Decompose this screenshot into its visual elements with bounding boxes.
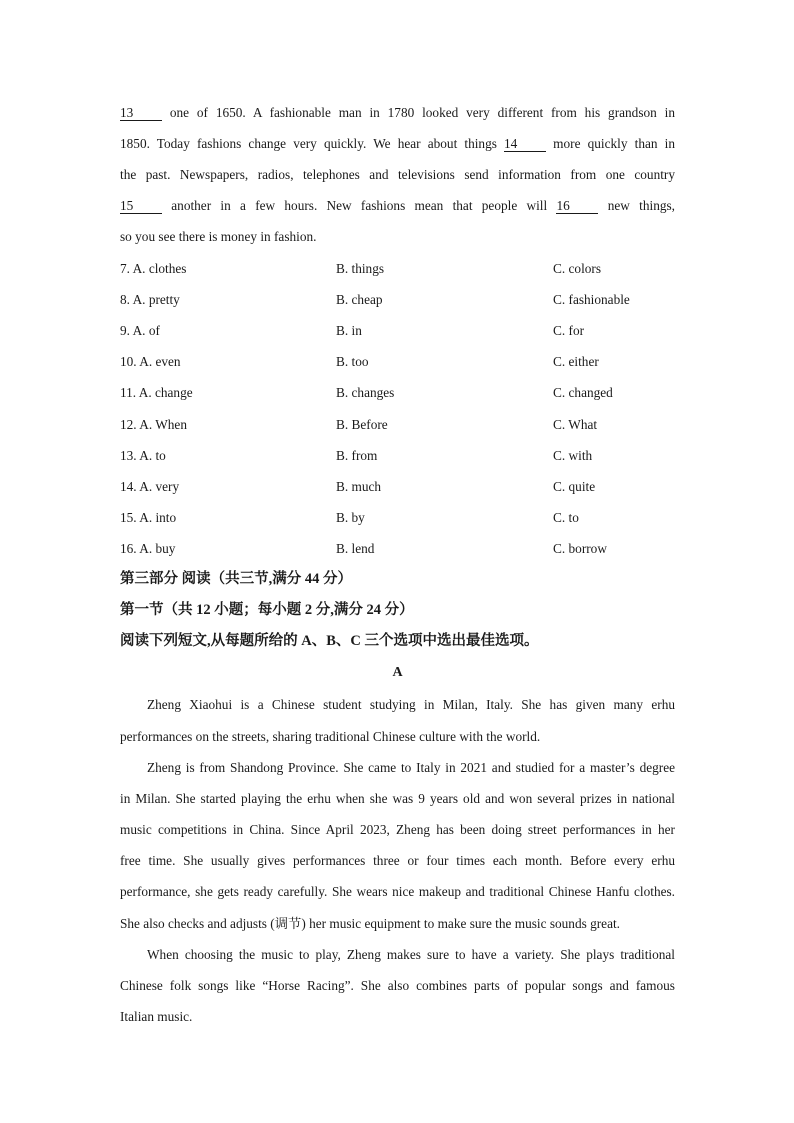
option-c: C. quite (553, 479, 596, 494)
passage-line: so you see there is money in fashion. (120, 229, 317, 244)
instruction-text: 阅读下列短文,从每题所给的 A、B、C 三个选项中选出最佳选项。 (120, 633, 539, 649)
passage-label: A (392, 665, 403, 680)
option-a: 7. A. clothes (120, 261, 187, 276)
option-c: C. borrow (553, 541, 607, 556)
option-a: 15. A. into (120, 510, 177, 525)
option-c: C. either (553, 354, 599, 369)
passage-line: the past. Newspapers, radios, telephones and televisions send information from one country (120, 167, 675, 182)
paragraph-line: Chinese folk songs like “Horse Racing”. She also combines parts of popular songs and famous (120, 978, 675, 993)
paragraph-line: in Milan. She started playing the erhu when she was 9 years old and won several prizes in national (120, 791, 675, 806)
passage-text: 1850. Today fashions change very quickly. We hear about things (120, 136, 505, 151)
option-b: B. changes (336, 385, 395, 400)
passage-text: another in a few hours. New fashions mean that people will (162, 198, 557, 213)
option-c: C. What (553, 417, 598, 432)
passage-text: more quickly than in (546, 136, 675, 151)
paragraph-line: Zheng Xiaohui is a Chinese student studying in Milan, Italy. She has given many erhu (147, 697, 675, 712)
answer-blank: 14 (504, 137, 546, 152)
answer-blank: 13 (120, 106, 162, 121)
passage-text: one of 1650. A fashionable man in 1780 looked very different from his grandson in (162, 105, 675, 120)
option-a: 13. A. to (120, 448, 166, 463)
option-a: 11. A. change (120, 385, 193, 400)
option-c: C. with (553, 448, 593, 463)
option-a: 9. A. of (120, 323, 160, 338)
paragraph-line: She also checks and adjusts (调节) her music equipment to make sure the music sounds great. (120, 916, 620, 931)
option-a: 10. A. even (120, 354, 181, 369)
option-a: 12. A. When (120, 417, 187, 432)
option-c: C. fashionable (553, 292, 630, 307)
passage-line (120, 198, 675, 214)
paragraph-line: music competitions in China. Since April 2023, Zheng has been doing street performances in her (120, 822, 675, 837)
option-a: 8. A. pretty (120, 292, 180, 307)
option-b: B. by (336, 510, 365, 525)
option-b: B. things (336, 261, 385, 276)
passage-line (120, 136, 675, 152)
option-b: B. too (336, 354, 369, 369)
option-c: C. colors (553, 261, 602, 276)
paragraph-line: performances on the streets, sharing traditional Chinese culture with the world. (120, 729, 541, 744)
option-c: C. changed (553, 385, 613, 400)
paragraph-line: When choosing the music to play, Zheng makes sure to have a variety. She plays traditional (147, 947, 675, 962)
option-c: C. to (553, 510, 579, 525)
paragraph-line: Italian music. (120, 1009, 193, 1024)
option-b: B. Before (336, 417, 388, 432)
option-b: B. cheap (336, 292, 383, 307)
section-heading: 第三部分 阅读（共三节,满分 44 分） (120, 571, 352, 587)
option-b: B. from (336, 448, 378, 463)
paragraph-line: performance, she gets ready carefully. She wears nice makeup and traditional Chinese Hanfu clothes. (120, 884, 675, 899)
subsection-heading: 第一节（共 12 小题；每小题 2 分,满分 24 分） (120, 602, 414, 618)
option-a: 14. A. very (120, 479, 180, 494)
answer-blank: 16 (556, 199, 598, 214)
option-c: C. for (553, 323, 585, 338)
paragraph-line: Zheng is from Shandong Province. She came to Italy in 2021 and studied for a master’s degree (147, 760, 675, 775)
passage-line (120, 105, 675, 121)
answer-blank: 15 (120, 199, 162, 214)
passage-text: new things, (598, 198, 675, 213)
paragraph-line: free time. She usually gives performances three or four times each month. Before every erhu (120, 853, 675, 868)
option-b: B. lend (336, 541, 375, 556)
option-b: B. in (336, 323, 362, 338)
option-b: B. much (336, 479, 382, 494)
option-a: 16. A. buy (120, 541, 176, 556)
